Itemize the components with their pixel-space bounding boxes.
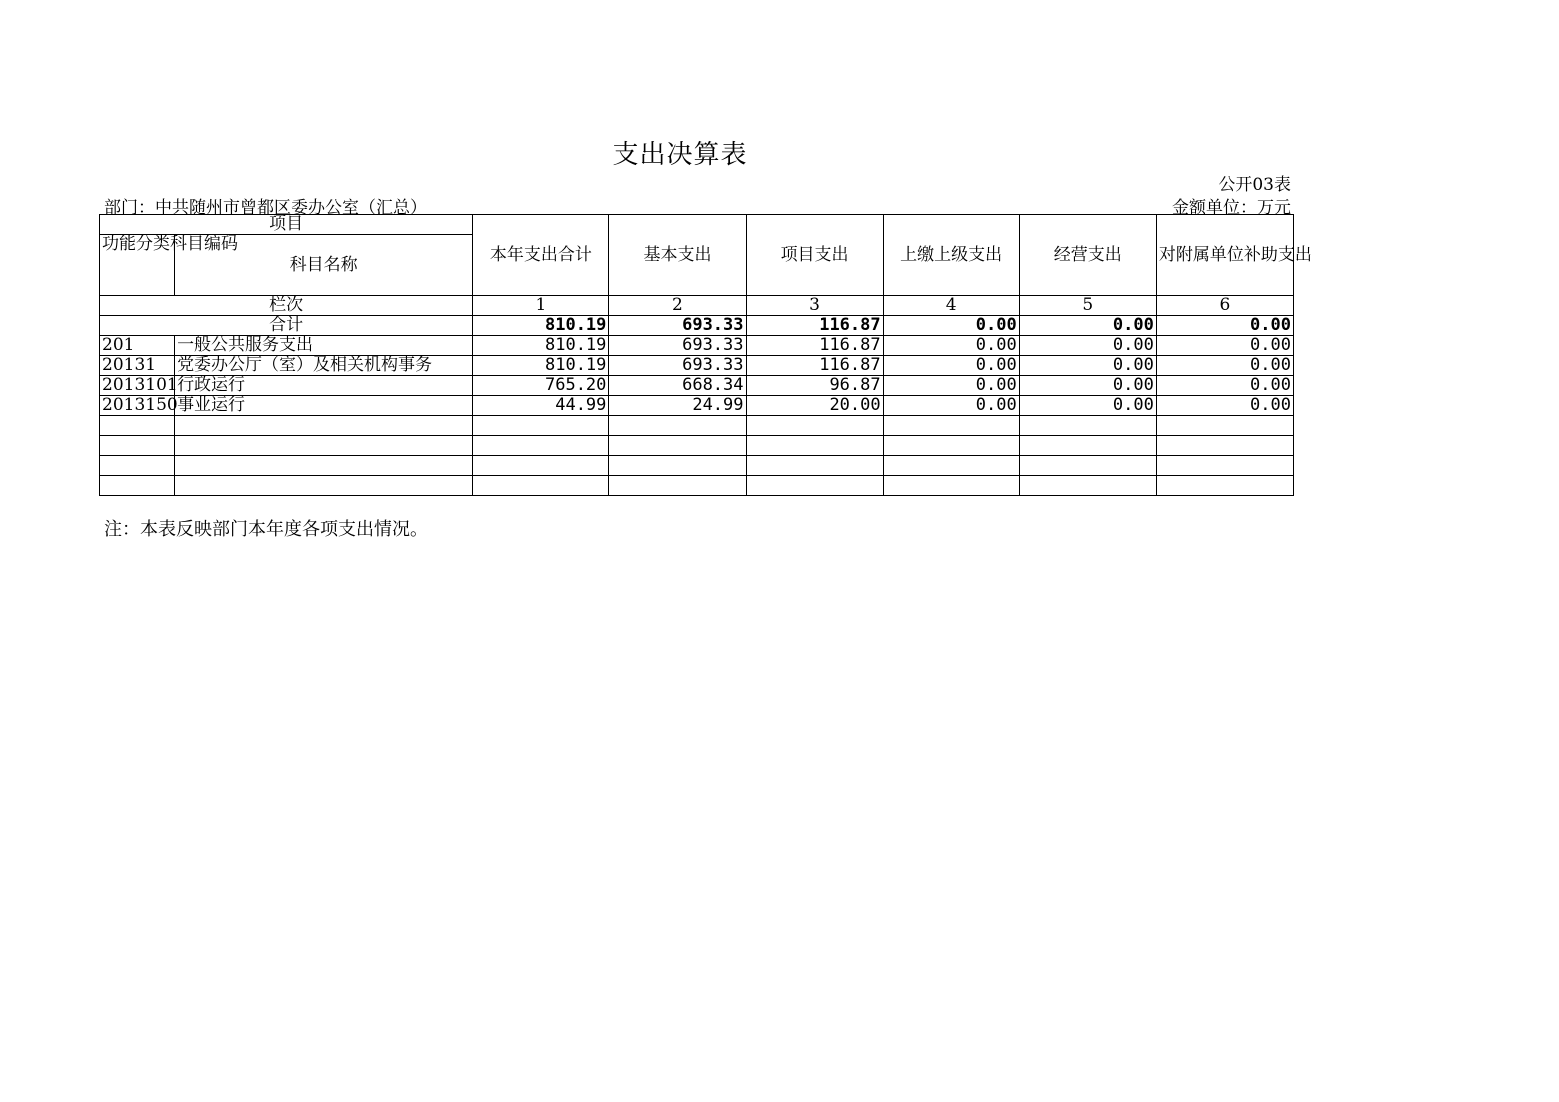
unit-label: 金额单位：万元 xyxy=(1172,198,1291,218)
index-num: 4 xyxy=(883,296,1019,316)
header-func-code: 功能分类科目编码 xyxy=(100,235,175,296)
header-col-total: 本年支出合计 xyxy=(473,215,609,296)
header-col-upper: 上缴上级支出 xyxy=(883,215,1019,296)
empty-row xyxy=(100,416,1294,436)
total-row xyxy=(100,316,1294,336)
total-value: 0.00 xyxy=(1156,316,1293,336)
row-value: 0.00 xyxy=(1019,376,1156,396)
page-title: 支出决算表 xyxy=(612,140,748,170)
row-value: 24.99 xyxy=(609,396,746,416)
row-value: 0.00 xyxy=(1019,396,1156,416)
empty-row xyxy=(100,456,1294,476)
row-value: 810.19 xyxy=(473,336,609,356)
index-num: 5 xyxy=(1019,296,1156,316)
header-col-business: 经营支出 xyxy=(1019,215,1156,296)
table-row xyxy=(100,396,1294,416)
header-col-subsidy: 对附属单位补助支出 xyxy=(1156,215,1293,296)
row-code: 2013101 xyxy=(100,376,175,396)
row-value: 0.00 xyxy=(883,336,1019,356)
department-label: 部门：中共随州市曾都区委办公室（汇总） xyxy=(104,198,427,218)
row-value: 0.00 xyxy=(1156,396,1293,416)
row-code: 2013150 xyxy=(100,396,175,416)
total-value: 0.00 xyxy=(1019,316,1156,336)
table-row xyxy=(100,376,1294,396)
header-project: 项目 xyxy=(100,215,473,235)
index-num: 1 xyxy=(473,296,609,316)
row-value: 0.00 xyxy=(1019,356,1156,376)
row-value: 0.00 xyxy=(1019,336,1156,356)
index-num: 2 xyxy=(609,296,746,316)
row-value: 668.34 xyxy=(609,376,746,396)
row-value: 96.87 xyxy=(746,376,883,396)
index-num: 6 xyxy=(1156,296,1293,316)
row-value: 0.00 xyxy=(1156,336,1293,356)
row-name: 行政运行 xyxy=(175,376,473,396)
index-label: 栏次 xyxy=(100,296,473,316)
total-value: 693.33 xyxy=(609,316,746,336)
row-value: 765.20 xyxy=(473,376,609,396)
row-value: 810.19 xyxy=(473,356,609,376)
row-value: 0.00 xyxy=(1156,356,1293,376)
index-row xyxy=(100,296,1294,316)
empty-row xyxy=(100,476,1294,496)
row-code: 20131 xyxy=(100,356,175,376)
row-value: 20.00 xyxy=(746,396,883,416)
row-value: 0.00 xyxy=(1156,376,1293,396)
total-label: 合计 xyxy=(100,316,473,336)
expenditure-table xyxy=(99,214,1312,496)
form-number: 公开03表 xyxy=(1218,175,1291,195)
row-value: 0.00 xyxy=(883,376,1019,396)
row-value: 116.87 xyxy=(746,336,883,356)
row-value: 0.00 xyxy=(883,396,1019,416)
index-num: 3 xyxy=(746,296,883,316)
row-value: 693.33 xyxy=(609,356,746,376)
total-value: 0.00 xyxy=(883,316,1019,336)
empty-row xyxy=(100,436,1294,456)
footnote: 注：本表反映部门本年度各项支出情况。 xyxy=(104,519,428,540)
row-code: 201 xyxy=(100,336,175,356)
table-row xyxy=(100,356,1294,376)
header-row-project xyxy=(100,215,1294,235)
row-name: 事业运行 xyxy=(175,396,473,416)
row-name: 一般公共服务支出 xyxy=(175,336,473,356)
row-value: 0.00 xyxy=(883,356,1019,376)
table-row xyxy=(100,336,1294,356)
row-name: 党委办公厅（室）及相关机构事务 xyxy=(175,356,473,376)
row-value: 116.87 xyxy=(746,356,883,376)
header-subject-name: 科目名称 xyxy=(175,235,473,296)
total-value: 810.19 xyxy=(473,316,609,336)
row-value: 44.99 xyxy=(473,396,609,416)
header-col-project: 项目支出 xyxy=(746,215,883,296)
row-value: 693.33 xyxy=(609,336,746,356)
total-value: 116.87 xyxy=(746,316,883,336)
header-col-basic: 基本支出 xyxy=(609,215,746,296)
